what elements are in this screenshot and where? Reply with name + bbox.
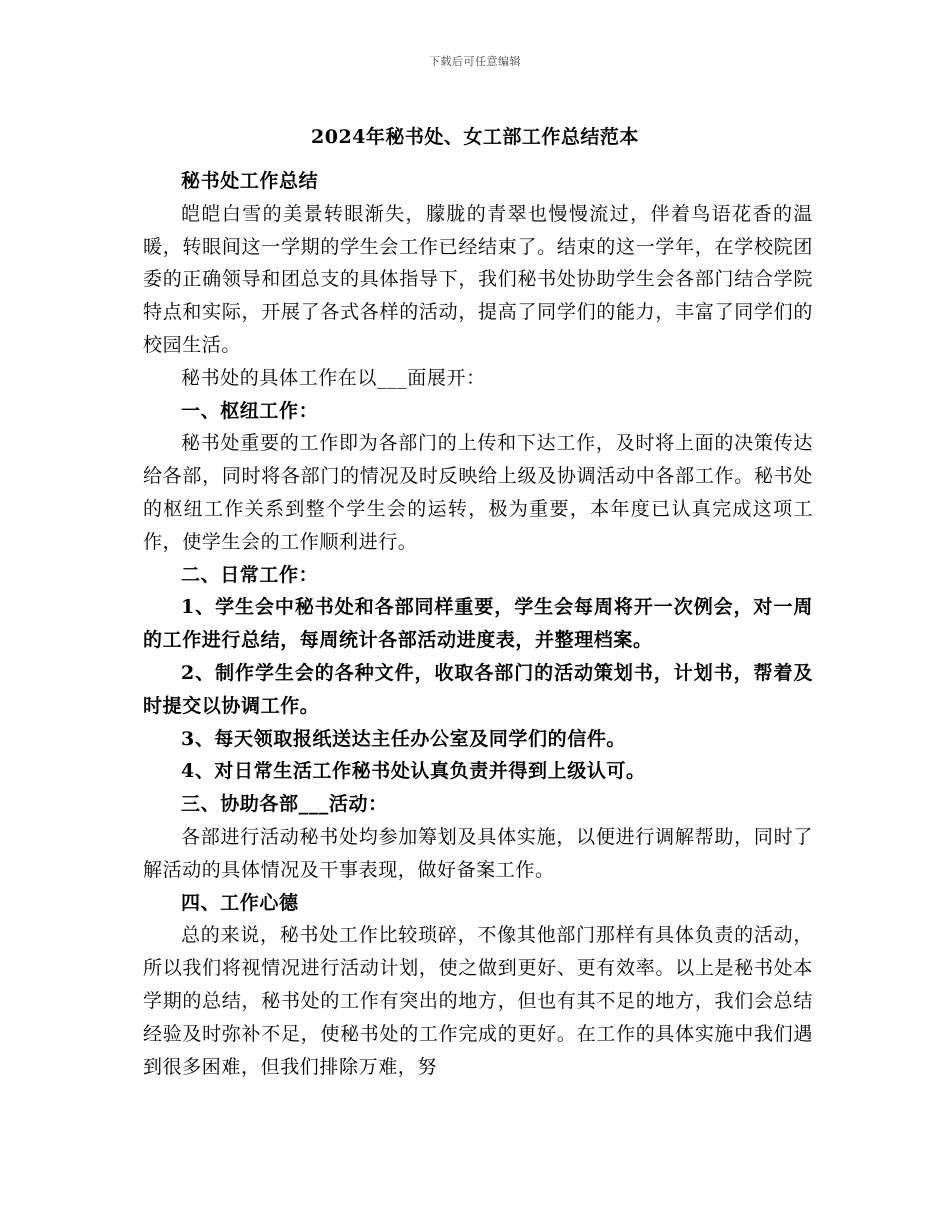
intro-paragraph: 皑皑白雪的美景转眼渐失，朦胧的青翠也慢慢流过，伴着鸟语花香的温暖，转眼间这一学期的学生会工作已经结束了。结束的这一学年，在学校院团委的正确领导和团总支的具体指导下，我们秘书处协助学生会各部门结合学院特点和实际，开展了各式各样的活动，提高了同学们的能力，丰富了同学们的校园生活。 (143, 202, 813, 356)
part1-heading: 一、枢纽工作： (181, 399, 319, 422)
part2-heading: 二、日常工作： (181, 563, 319, 586)
overview-paragraph: 秘书处的具体工作在以___面展开： (181, 366, 486, 389)
part2-item-2: 2、制作学生会的各种文件，收取各部门的活动策划书，计划书，帮着及时提交以协调工作。 (143, 661, 813, 717)
part2-item-3: 3、每天领取报纸送达主任办公室及同学们的信件。 (181, 727, 627, 750)
part4-paragraph: 总的来说，秘书处工作比较琐碎，不像其他部门那样有具体负责的活动，所以我们将视情况进行活动计划，使之做到更好、更有效率。以上是秘书处本学期的总结，秘书处的工作有突出的地方，但也有其不足的地方，我们会总结经验及时弥补不足，使秘书处的工作完成的更好。在工作的具体实施中我们遇到很多困难，但我们排除万难，努 (143, 924, 813, 1078)
document-body (143, 165, 813, 1083)
part3-paragraph: 各部进行活动秘书处均参加筹划及具体实施，以便进行调解帮助，同时了解活动的具体情况及干事表现，做好备案工作。 (143, 825, 813, 881)
part1-paragraph: 秘书处重要的工作即为各部门的上传和下达工作，及时将上面的决策传达给各部，同时将各部门的情况及时反映给上级及协调活动中各部工作。秘书处的枢纽工作关系到整个学生会的运转，极为重要，本年度已认真完成这项工作，使学生会的工作顺利进行。 (143, 432, 813, 553)
part2-item-4: 4、对日常生活工作秘书处认真负责并得到上级认可。 (181, 760, 646, 783)
header-note: 下载后可任意编辑 (429, 55, 521, 68)
part2-item-1: 1、学生会中秘书处和各部同样重要，学生会每周将开一次例会，对一周的工作进行总结，每周统计各部活动进度表，并整理档案。 (143, 596, 813, 652)
document-title: 2024年秘书处、女工部工作总结范本 (311, 126, 639, 148)
section-heading: 秘书处工作总结 (181, 170, 319, 192)
part4-heading: 四、工作心德 (181, 891, 299, 914)
part3-heading: 三、协助各部___活动： (181, 793, 388, 816)
